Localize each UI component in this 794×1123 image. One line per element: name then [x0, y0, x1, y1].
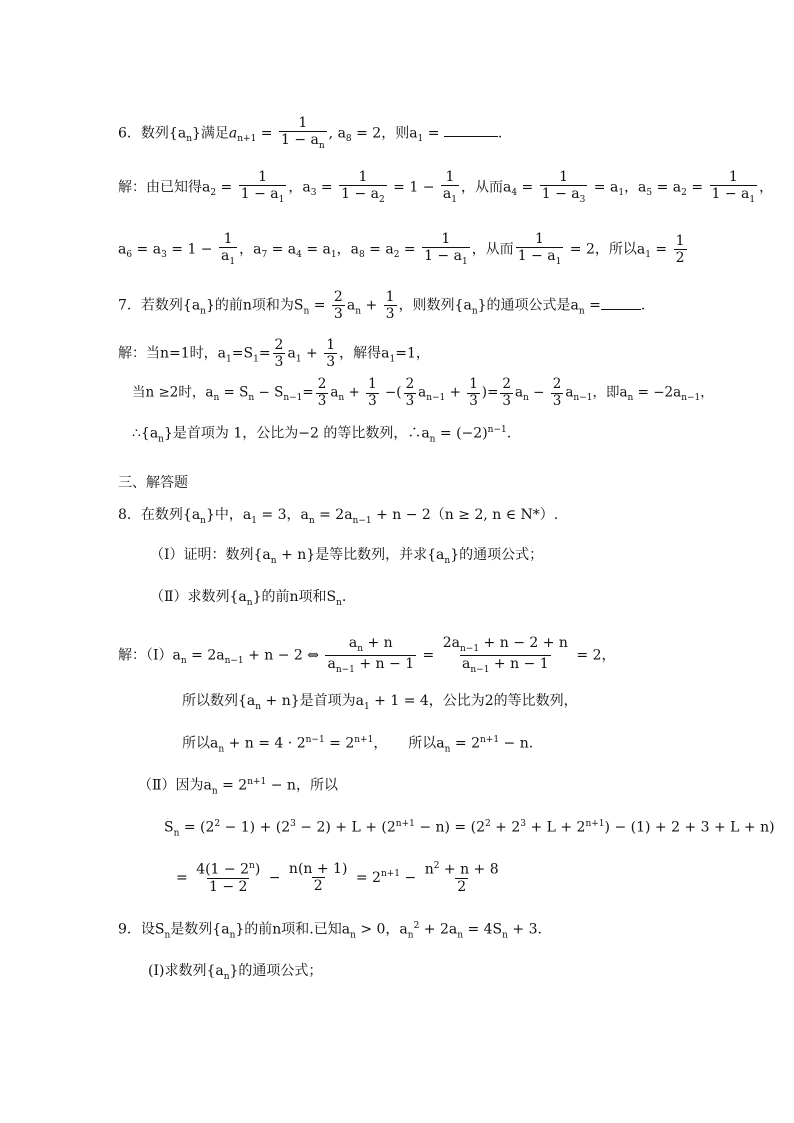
q7-question: 7．若数列$\{a_n\}$的前n项和为$S_n$ = $\frac{2}{3}$ $a_n$ + $\frac{1}{3}$ ，则数列$\{a_n\}$的通项公式是$a_n$ = .	[118, 289, 646, 322]
q7-solution-line-2: 当n ≥2时，$a_n = S_n - S_{n-1}=$ $\frac{2}{3}$ $a_n$ + $\frac{1}{3}$ −( $\frac{2}{3}$ $a_{n-1}$ + $\frac{1}{3}$ )= $\frac{2}{3}$ $a_n$ − $\frac{2}{3}$ $a_{n-1}$，即$a_n = -2a_{n-1}$，	[132, 376, 714, 409]
q8-part-ii: （Ⅱ）求数列$\{a_n\}$的前n项和$S_n$.	[150, 589, 347, 608]
q6-solution-line-1: 解：由已知得$a_2$ = $\frac{1}{1 - a_1}$ ，$a_3$ = $\frac{1}{1 - a_2}$ = 1 − $\frac{1}{a_1}$ ，从而$a_4$ = $\frac{1}{1 - a_3}$ = $a_1$，$a_5 = a_2$ = $\frac{1}{1 - a_1}$ ，	[118, 169, 774, 205]
q9-part-i: (Ⅰ)求数列$\{a_n\}$的通项公式；	[148, 963, 323, 982]
q8-solution-line-1: 解：$(Ⅰ)a_n = 2a_{n-1} + n - 2$ ⇔ $\frac{a_n + n}{a_{n-1} + n - 1}$ = $\frac{2a_{n-1} + n - 2 + n}{a_{n-1} + n - 1}$ = 2，	[118, 635, 616, 675]
q8-question: 8．在数列$\{a_n\}$中，$a_1 = 3$，$a_n = 2a_{n-1} + n - 2(n \ge 2$, n ∈ N*）.	[118, 507, 559, 526]
section-heading: 三、解答题	[118, 475, 188, 491]
q8-solution-line-6: = $\frac{4(1 - 2^n)}{1 - 2}$ − $\frac{n(n + 1)}{2}$ = $2^{n+1}$ − $\frac{n^2 + n + 8}{2}$	[176, 861, 499, 895]
answer-blank	[601, 297, 641, 310]
q8-solution-line-4: （Ⅱ）因为$a_n = 2^{n+1} - n$，所以	[138, 777, 338, 797]
q8-solution-line-3: 所以$a_n + n = 4 \cdot 2^{n-1} = 2^{n+1}$， 所以$a_n = 2^{n+1} - n$.	[182, 735, 534, 755]
q7-solution-line-3: $\therefore\{a_n\}$是首项为 1，公比为−2 的等比数列，$\therefore a_n = (-2)^{n-1}$.	[132, 425, 512, 445]
q8-solution-line-2: 所以数列$\{a_n + n\}$是首项为$a_1 + 1 = 4$，公比为2的等比数列，	[182, 693, 578, 712]
q6-solution-line-2: $a_6 = a_3 = 1$ − $\frac{1}{a_1}$ ，$a_7 = a_4 = a_1$，$a_8 = a_2$ = $\frac{1}{1 - a_1}$ ，从而 $\frac{1}{1 - a_1}$ = 2，所以$a_1$ = $\frac{1}{2}$	[118, 231, 685, 267]
q9-question: 9．设$S_n$是数列$\{a_n\}$的前n项和.已知$a_n > 0$，$a_n^2 + 2a_n = 4S_n + 3$.	[118, 921, 542, 941]
q7-solution-line-1: 解：当n=1时，$a_1=S_1=$ $\frac{2}{3}$ $a_1$ + $\frac{1}{3}$ ，解得$a_1=1$，	[118, 337, 430, 370]
q8-solution-line-5: $S_n = (2^2 - 1) + (2^3 - 2) + L + (2^{n+1} - n) = (2^2 + 2^3 + L + 2^{n+1}) - (1) + 2 + 3 + L + n$)	[164, 819, 775, 839]
q6-question: 6．数列$\{a_n\}$满足$a_{n+1}$ = $\frac{1}{1 - a_n}$ , $a_8 = 2$，则$a_1$ = .	[118, 115, 503, 151]
q8-part-i: （Ⅰ）证明：数列$\{a_n + n\}$是等比数列，并求$\{a_n\}$的通项公式；	[150, 547, 544, 566]
fraction: $\frac{1}{1 - a_n}$	[280, 115, 325, 151]
answer-blank	[444, 124, 498, 137]
